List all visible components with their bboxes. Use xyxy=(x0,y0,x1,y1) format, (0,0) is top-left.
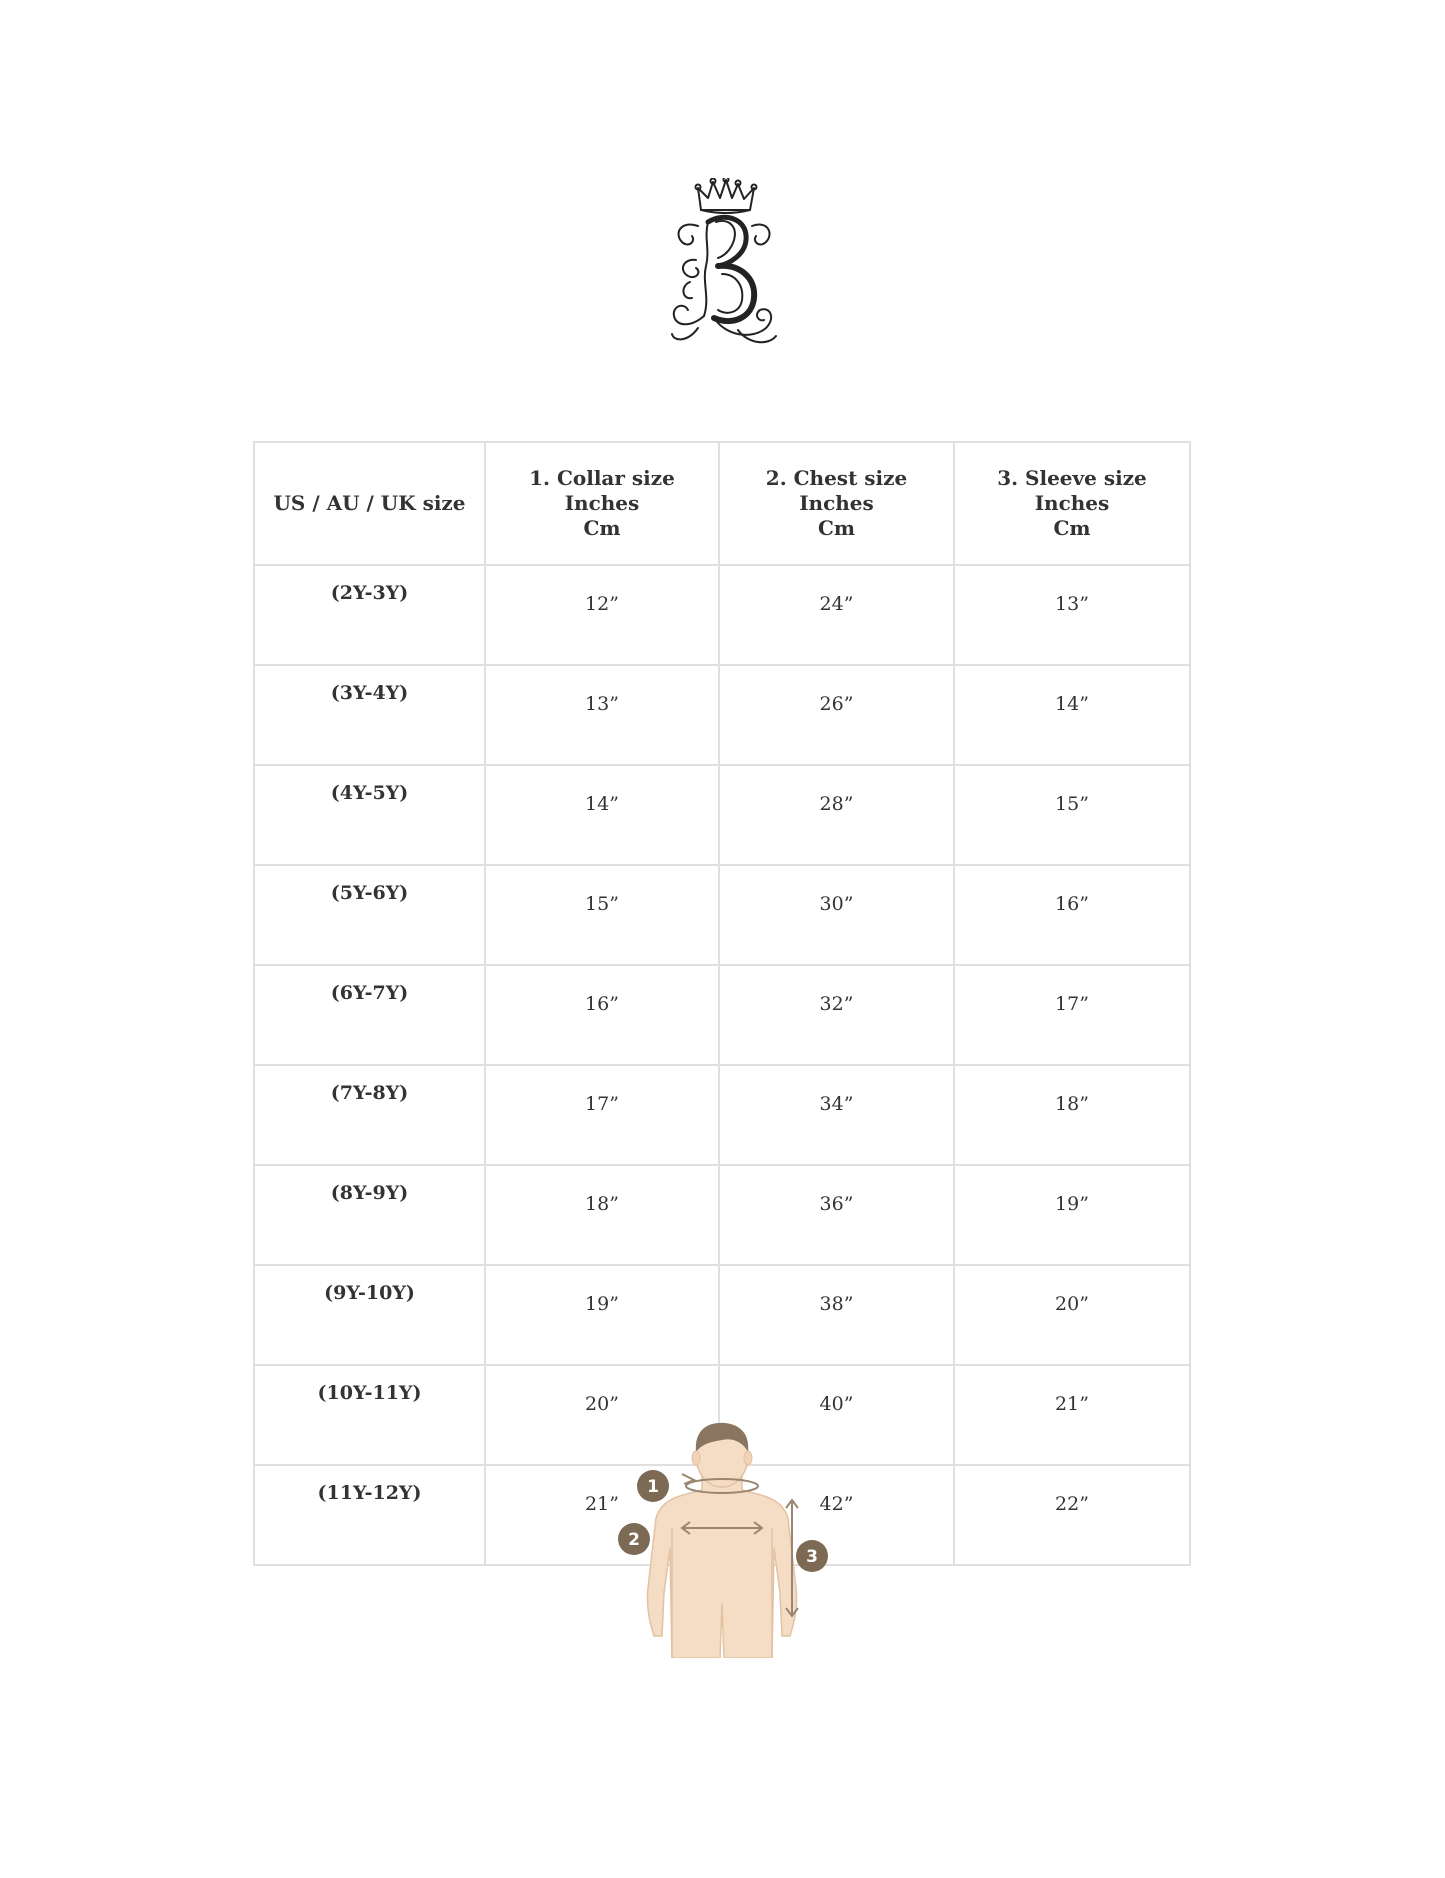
chest-cell: 34” xyxy=(719,1065,954,1165)
size-cell: (5Y-6Y) xyxy=(254,865,485,965)
size-cell: (10Y-11Y) xyxy=(254,1365,485,1465)
sleeve-cell: 19” xyxy=(954,1165,1190,1265)
size-cell: (6Y-7Y) xyxy=(254,965,485,1065)
sleeve-cell: 15” xyxy=(954,765,1190,865)
table-header-row xyxy=(254,442,1190,565)
sleeve-cell: 21” xyxy=(954,1365,1190,1465)
chest-cell: 32” xyxy=(719,965,954,1065)
size-chart-table xyxy=(253,441,1191,1566)
marker-badge-collar xyxy=(637,1470,669,1502)
collar-cell: 17” xyxy=(485,1065,719,1165)
marker-badge-chest xyxy=(618,1523,650,1555)
collar-cell: 19” xyxy=(485,1265,719,1365)
column-header-chest: 2. Chest size Inches Cm xyxy=(719,442,954,565)
table-row xyxy=(254,1065,1190,1165)
collar-cell: 20” xyxy=(485,1365,719,1465)
sleeve-cell: 13” xyxy=(954,565,1190,665)
collar-cell: 13” xyxy=(485,665,719,765)
table-row xyxy=(254,665,1190,765)
size-cell: (7Y-8Y) xyxy=(254,1065,485,1165)
chest-cell: 26” xyxy=(719,665,954,765)
collar-cell: 16” xyxy=(485,965,719,1065)
size-cell: (4Y-5Y) xyxy=(254,765,485,865)
collar-cell: 14” xyxy=(485,765,719,865)
collar-cell: 12” xyxy=(485,565,719,665)
table-row xyxy=(254,1165,1190,1265)
table-row xyxy=(254,965,1190,1065)
table-row xyxy=(254,765,1190,865)
column-header-sleeve: 3. Sleeve size Inches Cm xyxy=(954,442,1190,565)
sleeve-cell: 18” xyxy=(954,1065,1190,1165)
marker-label: 3 xyxy=(806,1547,818,1567)
size-cell: (9Y-10Y) xyxy=(254,1265,485,1365)
size-cell: (3Y-4Y) xyxy=(254,665,485,765)
table-row xyxy=(254,865,1190,965)
chest-cell: 38” xyxy=(719,1265,954,1365)
column-header-size: US / AU / UK size xyxy=(254,442,485,565)
size-cell: (8Y-9Y) xyxy=(254,1165,485,1265)
sleeve-cell: 14” xyxy=(954,665,1190,765)
collar-cell: 21” xyxy=(485,1465,719,1565)
sleeve-cell: 22” xyxy=(954,1465,1190,1565)
marker-badge-sleeve xyxy=(796,1540,828,1572)
chest-cell: 36” xyxy=(719,1165,954,1265)
collar-cell: 18” xyxy=(485,1165,719,1265)
table-row xyxy=(254,1265,1190,1365)
body-silhouette xyxy=(647,1476,796,1658)
chest-cell: 28” xyxy=(719,765,954,865)
chest-cell: 30” xyxy=(719,865,954,965)
marker-label: 2 xyxy=(628,1530,640,1550)
chest-cell: 40” xyxy=(719,1365,954,1465)
size-cell: (2Y-3Y) xyxy=(254,565,485,665)
chest-cell: 24” xyxy=(719,565,954,665)
measurement-guide-figure xyxy=(610,1418,835,1658)
marker-label: 1 xyxy=(647,1477,659,1497)
sleeve-cell: 20” xyxy=(954,1265,1190,1365)
crowned-monogram-b-icon xyxy=(668,178,780,353)
sleeve-cell: 16” xyxy=(954,865,1190,965)
size-cell: (11Y-12Y) xyxy=(254,1465,485,1565)
collar-cell: 15” xyxy=(485,865,719,965)
table-row xyxy=(254,565,1190,665)
column-header-collar: 1. Collar size Inches Cm xyxy=(485,442,719,565)
sleeve-cell: 17” xyxy=(954,965,1190,1065)
chest-cell: 42” xyxy=(719,1465,954,1565)
